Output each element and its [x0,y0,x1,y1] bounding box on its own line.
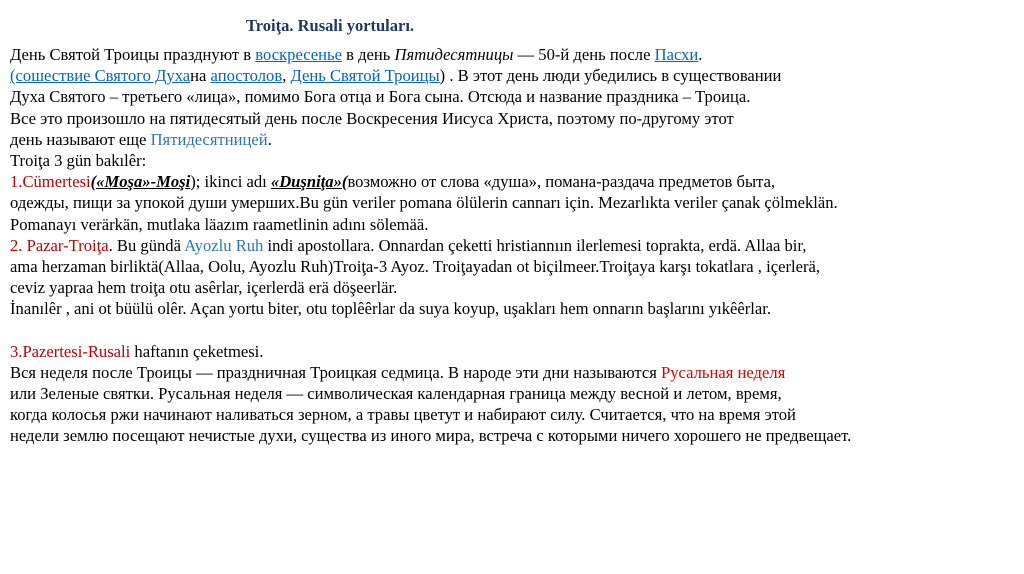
text-line: одежды, пищи за упокой души умерших.Bu gün veriler pomana ölülerin cannarı için. Mezarlıkta veriler çanak çölmeklän. [10,193,838,213]
text: haftanın çeketmesi. [130,341,264,361]
text: . [267,129,272,149]
text-line: İnanılêr , ani ot büülü olêr. Açan yortu biter, otu toplêêrlar da suya koyup, uşakları hem onnarın başlarını yıkêêrlar. [10,299,772,319]
text: День Святой Троицы празднуют в [10,45,256,64]
text: ); ikinci adı [190,172,271,192]
text-line [10,341,1018,362]
text: Вся неделя после Троицы — праздничная Троицкая седмица. В народе эти дни называются [10,362,662,382]
text-line [10,171,1018,192]
text-line [10,44,1018,65]
heading-cumertesi: 1.Cümertesi [10,172,91,192]
text-line: ama herzaman birliktä(Allaa, Oolu, Ayozlu Ruh)Troiţa-3 Ayoz. Troiţayadan ot biçilmeer.Troiţaya karşı tokatlara , içerlerä, [10,256,820,276]
link-voskresenie[interactable]: воскресенье [255,45,342,64]
text: ) . В этот день люди убедились в существовании [439,66,782,86]
text-line [10,235,1018,256]
text-line [10,362,1018,383]
highlight-pyatidesyatnitsey: Пятидесятницей [150,129,268,149]
highlight-rusalnaya-nedelya: Русальная неделя [661,362,786,382]
italic-text: Пятидесятницы [394,45,514,64]
text: на [190,66,211,86]
text-line [10,65,1018,86]
text-line [10,129,1018,150]
bold-underlined-dusnita: «Duşniţa»( [270,172,348,192]
text-line: когда колосья ржи начинают наливаться зерном, а травы цветут и набирают силу. Считается, что на время этой [10,405,796,425]
text: . Bu gündä [108,235,185,255]
text-line: Pomanayı verärkän, mutlaka läazım raametlinin adını sölemää. [10,214,429,234]
text-line: Духа Святого – третьего «лица», помимо Бога отца и Бога сына. Отсюда и название праздника – Троица. [10,87,751,107]
paragraph-spacer [10,319,1018,340]
text: indi apostollara. Onnardan çeketti hristiannıın ilerlemesi toprakta, erdä. Allaa bir, [263,235,807,255]
text: возможно от слова «душа», помана-раздача предметов быта, [347,172,776,192]
link-soshestvie[interactable]: (сошествие Святого Духа [10,66,191,86]
heading-pazar-troita: 2. Pazar-Troiţa [10,235,109,255]
text-line: недели землю посещают нечистые духи, существа из иного мира, встреча с которыми ничего хорошего не предвещает. [10,426,852,446]
heading-pazertesi-rusali: 3.Pazertesi-Rusali [10,341,131,361]
link-apostolov[interactable]: апостолов [210,66,283,86]
link-paskha[interactable]: Пасхи [654,45,699,64]
bold-underlined-mosa: («Moşa»-Moşi [90,172,191,192]
text: , [282,66,291,86]
text-line: Troiţa 3 gün bakılêr: [10,150,147,170]
page-title: Troiţa. Rusali yortuları. [246,16,415,35]
text: день называют еще [10,129,151,149]
document-body [10,44,1018,447]
text-line: или Зеленые святки. Русальная неделя — символическая календарная граница между весной и летом, время, [10,384,782,403]
highlight-ayozlu-ruh: Ayozlu Ruh [184,235,264,255]
text: в день [341,45,395,64]
text: . [698,45,703,64]
text: — 50-й день после [513,45,655,64]
text-line: Все это произошло на пятидесятый день после Воскресения Иисуса Христа, поэтому по-другому этот [10,108,734,128]
link-den-troitsy[interactable]: День Святой Троицы [290,66,440,86]
text-line: ceviz yapraa hem troiţa otu asêrlar, içerlerdä erä döşeerlär. [10,278,398,298]
